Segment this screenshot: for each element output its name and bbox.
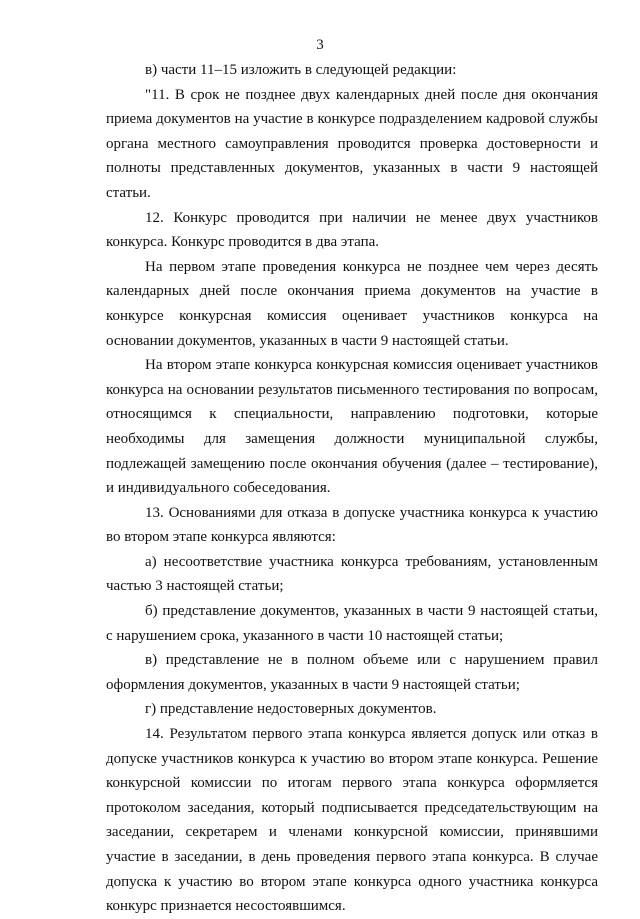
paragraph-item-a: а) несоответствие участника конкурса требованиям, установленным частью 3 настоящей статьи;	[106, 553, 598, 595]
paragraph-item-g: г) представление недостоверных документов.	[145, 701, 437, 718]
paragraph-part-14: 14. Результатом первого этапа конкурса является допуск или отказ в допуске участников конкурса к участию во втором этапе конкурса. Решение конкурсной комиссии по итогам первого этапа конкурса оформляется протоколом заседания, который подписывается председательствующим на заседании, секретарем и членами конкурсной комиссии, принявшими участие в заседании, в день проведения первого этапа конкурса. В случае допуска к участию во втором этапе конкурса одного участника конкурса конкурс признается несостоявшимся.	[106, 726, 598, 915]
page-number: 3	[316, 37, 324, 53]
paragraph-part-12: 12. Конкурс проводится при наличии не менее двух участников конкурса. Конкурс проводится в два этапа.	[106, 209, 598, 251]
paragraph-second-stage: На втором этапе конкурса конкурсная комиссия оценивает участников конкурса на основании результатов письменного тестирования по вопросам, относящимся к специальности, направлению подготовки, которые необходимы для замещения должности муниципальной службы, подлежащей замещению после окончания обучения (далее – тестирование), и индивидуального собеседования.	[106, 357, 598, 497]
paragraph-item-v: в) представление не в полном объеме или с нарушением правил оформления документов, указанных в части 9 настоящей статьи;	[106, 652, 598, 693]
paragraph-first-stage: На первом этапе проведения конкурса не позднее чем через десять календарных дней после окончания приема документов на участие в конкурсе конкурсная комиссия оценивает участников конкурса на основании документов, указанных в части 9 настоящей статьи.	[106, 258, 598, 349]
paragraph-part-13: 13. Основаниями для отказа в допуске участника конкурса к участию во втором этапе конкурса являются:	[106, 504, 598, 546]
document-body	[106, 58, 598, 919]
paragraph-part-11: "11. В срок не позднее двух календарных дней после дня окончания приема документов на участие в конкурсе подразделением кадровой службы органа местного самоуправления проводится проверка достоверности и полноты представленных документов, указанных в части 9 настоящей статьи.	[106, 86, 598, 201]
paragraph-item-b: б) представление документов, указанных в части 9 настоящей статьи, с нарушением срока, указанного в части 10 настоящей статьи;	[106, 603, 598, 644]
paragraph-amendment-intro: в) части 11–15 изложить в следующей редакции:	[145, 62, 457, 78]
